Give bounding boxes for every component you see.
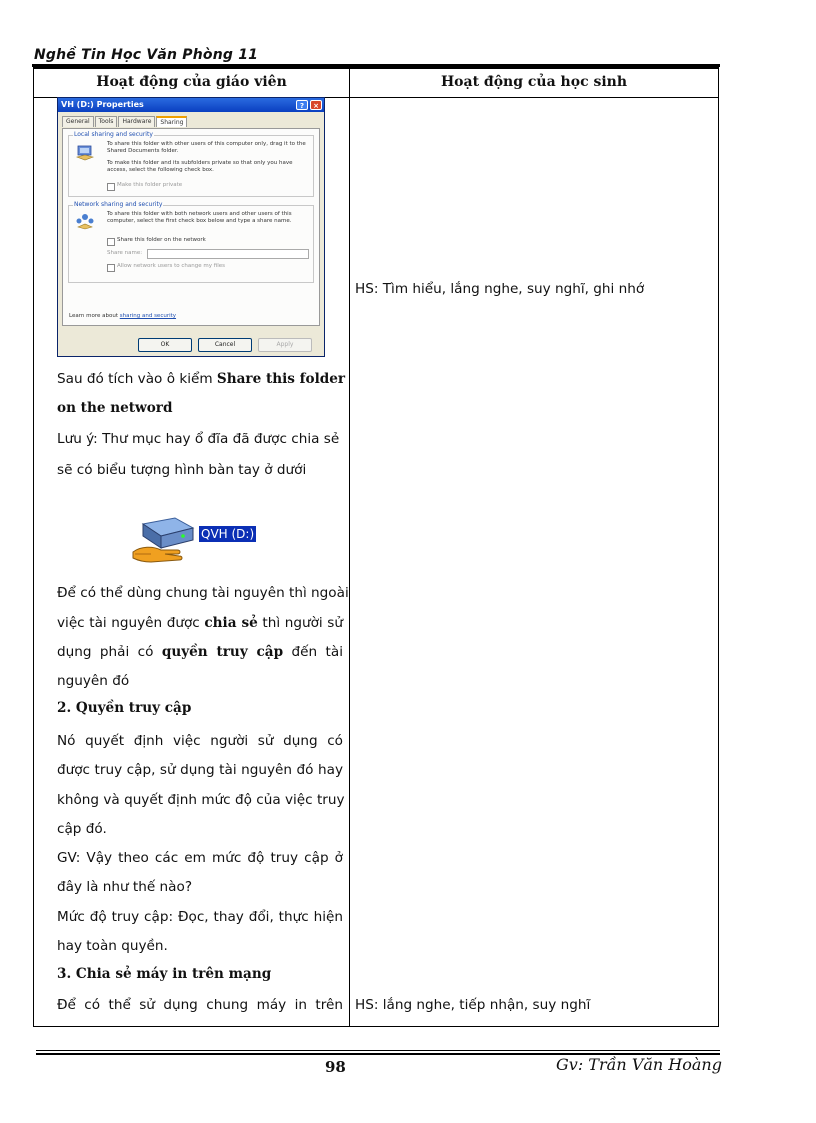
learn-more-link: sharing and security xyxy=(119,313,177,319)
dialog-title-bar xyxy=(58,98,324,112)
make-private-label: Make this folder private xyxy=(117,182,183,188)
sharing-panel xyxy=(62,128,320,326)
teacher-line-12: cập đó. xyxy=(57,821,107,837)
help-icon: ? xyxy=(296,100,308,110)
teacher-line-13: GV: Vậy theo các em mức độ truy cập ở xyxy=(57,850,343,866)
network-sharing-group xyxy=(68,201,314,283)
local-sharing-group xyxy=(68,131,314,197)
local-text-1: To share this folder with other users of this computer only, drag it to the Shared Documents folder. xyxy=(107,141,306,154)
column-divider xyxy=(349,69,350,1026)
local-group-label: Local sharing and security xyxy=(74,131,153,138)
author-name: Gv: Trần Văn Hoàng xyxy=(556,1055,722,1074)
ok-button: OK xyxy=(138,338,192,352)
share-name-label: Share name: xyxy=(107,250,143,256)
dialog-title: VH (D:) Properties xyxy=(61,100,144,109)
make-private-checkbox xyxy=(107,183,115,191)
apply-button: Apply xyxy=(258,338,312,352)
student-activity-2: HS: lắng nghe, tiếp nhận, suy nghĩ xyxy=(355,997,591,1013)
tab-general: General xyxy=(62,116,94,127)
text-run: thì người sử xyxy=(262,615,343,631)
dialog-actions xyxy=(138,338,312,352)
teacher-line-5: Để có thể dùng chung tài nguyên thì ngoài xyxy=(57,585,349,601)
share-folder-checkbox xyxy=(107,238,115,246)
teacher-column-header: Hoạt động của giáo viên xyxy=(96,74,287,90)
section-heading-2: 2. Quyền truy cập xyxy=(57,700,192,716)
page-number: 98 xyxy=(325,1058,346,1076)
shared-folder-icon xyxy=(75,144,95,162)
bold-run: Share this folder xyxy=(216,371,346,387)
teacher-line-4: sẽ có biểu tượng hình bàn tay ở dưới xyxy=(57,462,307,478)
close-icon: × xyxy=(310,100,322,110)
local-text-2: To make this folder and its subfolders private so that only you have access, select the following check box. xyxy=(107,160,293,173)
network-share-icon xyxy=(75,212,95,230)
allow-change-checkbox xyxy=(107,264,115,272)
text-run: Sau đó tích vào ô kiểm xyxy=(57,371,213,387)
section-heading-3: 3. Chia sẻ máy in trên mạng xyxy=(57,966,272,982)
teacher-line-2: on the netword xyxy=(57,400,173,416)
teacher-line-8: nguyên đó xyxy=(57,673,130,689)
teacher-line-9: Nó quyết định việc người sử dụng có xyxy=(57,733,343,749)
teacher-line-1 xyxy=(57,368,346,390)
share-name-input xyxy=(147,249,309,259)
teacher-line-3: Lưu ý: Thư mục hay ổ đĩa đã được chia sẻ xyxy=(57,431,340,447)
page-header-title: Nghề Tin Học Văn Phòng 11 xyxy=(34,47,259,63)
teacher-line-11: không và quyết định mức độ của việc truy xyxy=(57,792,345,808)
text-run: đến tài xyxy=(291,644,343,660)
bold-run: quyền truy cập xyxy=(161,644,284,660)
tab-sharing: Sharing xyxy=(156,116,187,127)
text-run: dụng phải có xyxy=(57,644,154,660)
network-text: To share this folder with both network users and other users of this computer, select the first check box below and type a share name. xyxy=(107,211,292,224)
teacher-line-17: Để có thể sử dụng chung máy in trên xyxy=(57,997,343,1013)
teacher-line-15: Mức độ truy cập: Đọc, thay đổi, thực hiện xyxy=(57,909,343,925)
share-folder-label: Share this folder on the network xyxy=(117,237,206,243)
teacher-line-14: đây là như thế nào? xyxy=(57,879,193,895)
network-group-label: Network sharing and security xyxy=(74,201,163,208)
learn-more-text xyxy=(69,313,176,319)
drive-label: QVH (D:) xyxy=(201,527,255,541)
dialog-tabs xyxy=(58,112,324,127)
tab-hardware: Hardware xyxy=(118,116,155,127)
cancel-button: Cancel xyxy=(198,338,252,352)
student-activity-1: HS: Tìm hiểu, lắng nghe, suy nghĩ, ghi nhớ xyxy=(355,281,645,297)
teacher-line-16: hay toàn quyền. xyxy=(57,938,168,954)
properties-dialog-screenshot xyxy=(57,97,325,357)
teacher-line-6 xyxy=(57,612,343,634)
shared-drive-hand-icon xyxy=(131,516,197,564)
text-run: việc tài nguyên được xyxy=(57,615,200,631)
tab-tools: Tools xyxy=(95,116,118,127)
teacher-line-7 xyxy=(57,641,343,663)
shared-drive-figure xyxy=(131,516,261,564)
footer-rule-thin xyxy=(36,1050,720,1051)
student-column-header: Hoạt động của học sinh xyxy=(440,74,628,90)
learn-more-prefix: Learn more about xyxy=(69,313,118,319)
teacher-line-10: được truy cập, sử dụng tài nguyên đó hay xyxy=(57,762,343,778)
allow-change-label: Allow network users to change my files xyxy=(117,263,225,269)
bold-run: chia sẻ xyxy=(204,615,258,631)
